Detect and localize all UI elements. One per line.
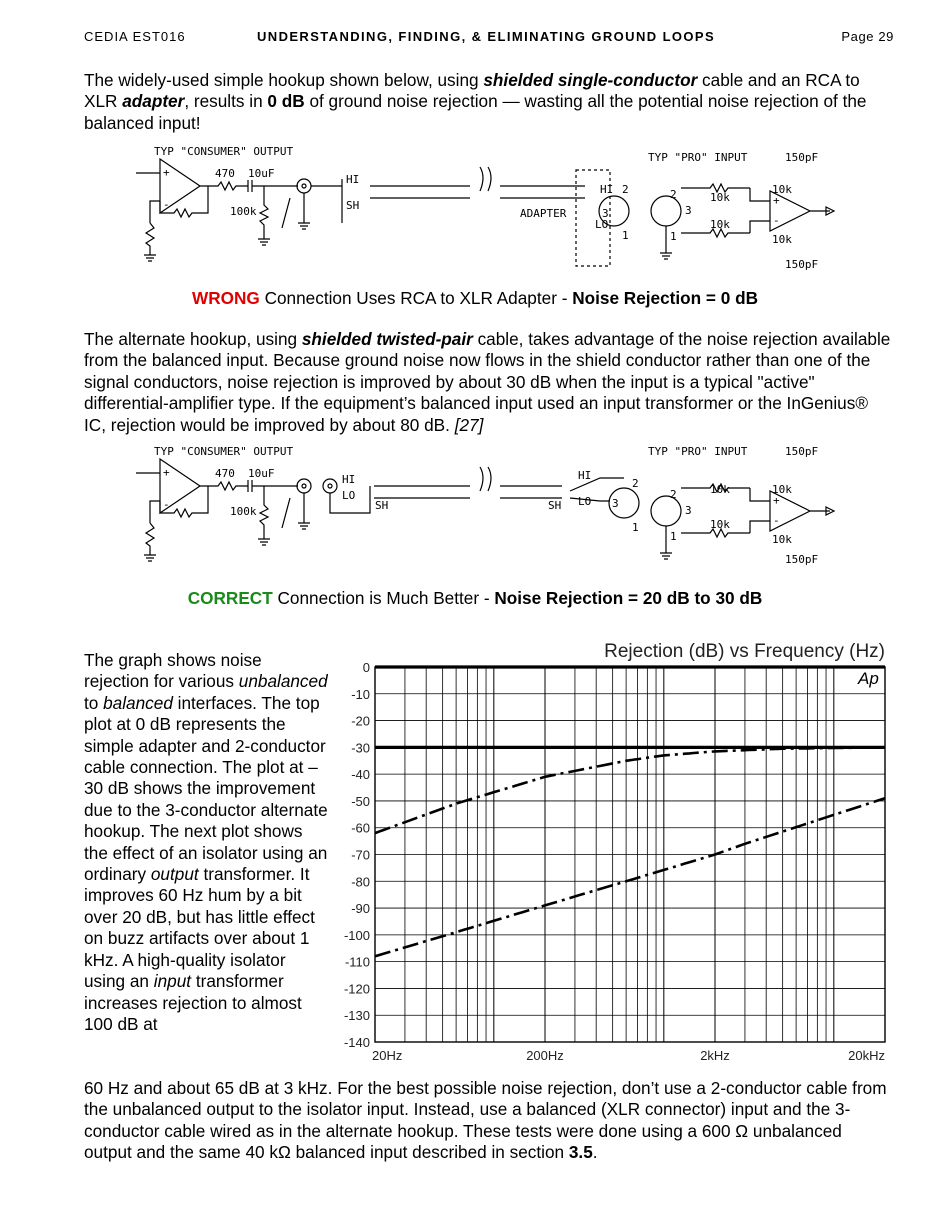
- y-tick-label: -120: [343, 981, 370, 997]
- series-line: [375, 747, 885, 833]
- paragraph-conclusion: 60 Hz and about 65 dB at 3 kHz. For the best possible noise rejection, don’t use a 2-conductor cable from the unbalanced output to the isolator input. Instead, use a balanced (XLR connector) input and the 3-conductor cable wired as in the alternate hookup. These tests were done using a 600 Ω unbalanced output and the same 40 kΩ balanced input described in section 3.5.: [84, 1078, 887, 1163]
- x-axis-ticks: [372, 1048, 885, 1063]
- chart-grid: [375, 667, 885, 1042]
- svg-text:2: 2: [632, 477, 639, 490]
- svg-text:150pF: 150pF: [785, 445, 819, 458]
- chart-logo: Ap: [858, 669, 879, 688]
- series-line: [375, 798, 885, 956]
- svg-text:+: +: [163, 466, 170, 479]
- svg-text:TYP "CONSUMER" OUTPUT: TYP "CONSUMER" OUTPUT: [154, 445, 294, 458]
- x-tick-label: 20kHz: [848, 1048, 885, 1063]
- svg-text:+: +: [773, 194, 780, 207]
- y-axis-ticks: [344, 660, 370, 1050]
- svg-text:SH: SH: [346, 199, 360, 212]
- svg-text:1: 1: [670, 230, 677, 243]
- svg-text:100k: 100k: [230, 505, 257, 518]
- svg-text:3: 3: [602, 207, 609, 220]
- x-tick-label: 20Hz: [372, 1048, 403, 1063]
- svg-text:10k: 10k: [710, 191, 730, 204]
- doc-id: CEDIA EST016: [84, 29, 186, 44]
- y-tick-label: -10: [351, 686, 370, 702]
- y-tick-label: -70: [351, 847, 370, 863]
- y-tick-label: -90: [351, 901, 370, 917]
- svg-text:HI: HI: [346, 173, 360, 186]
- svg-text:SH: SH: [548, 499, 562, 512]
- svg-text:3: 3: [685, 504, 692, 517]
- svg-text:3: 3: [685, 204, 692, 217]
- svg-text:2: 2: [670, 488, 677, 501]
- doc-title: UNDERSTANDING, FINDING, & ELIMINATING GROUND LOOPS: [257, 29, 716, 44]
- svg-text:-: -: [163, 198, 170, 211]
- svg-text:150pF: 150pF: [785, 258, 819, 271]
- y-tick-label: -60: [351, 820, 370, 836]
- svg-text:150pF: 150pF: [785, 553, 819, 566]
- caption-correct: CORRECT Connection is Much Better - Noise Rejection = 20 dB to 30 dB: [187, 588, 763, 608]
- svg-text:ADAPTER: ADAPTER: [520, 207, 567, 220]
- svg-text:LO: LO: [595, 218, 609, 231]
- caption-wrong: WRONG Connection Uses RCA to XLR Adapter - Noise Rejection = 0 dB: [192, 288, 758, 308]
- y-tick-label: -20: [351, 713, 370, 729]
- svg-text:3: 3: [612, 497, 619, 510]
- y-tick-label: -110: [344, 954, 370, 970]
- svg-text:10k: 10k: [772, 233, 792, 246]
- svg-text:470: 470: [215, 167, 235, 180]
- page-header: [84, 29, 894, 47]
- consumer-label: TYP "CONSUMER" OUTPUT: [154, 145, 294, 158]
- pro-label: TYP "PRO" INPUT: [648, 151, 748, 164]
- page-number: Page 29: [841, 29, 894, 44]
- svg-text:100k: 100k: [230, 205, 257, 218]
- y-tick-label: -130: [343, 1008, 370, 1024]
- y-tick-label: 0: [362, 660, 370, 675]
- y-tick-label: -50: [351, 793, 370, 809]
- svg-text:SH: SH: [375, 499, 389, 512]
- svg-text:10k: 10k: [772, 533, 792, 546]
- schematic-wrong: [130, 143, 840, 273]
- y-tick-label: -100: [343, 927, 370, 943]
- svg-text:+: +: [163, 166, 170, 179]
- svg-text:+: +: [773, 494, 780, 507]
- svg-text:2: 2: [670, 188, 677, 201]
- y-tick-label: -30: [351, 740, 370, 756]
- svg-text:10k: 10k: [772, 183, 792, 196]
- svg-text:1: 1: [632, 521, 639, 534]
- svg-text:150pF: 150pF: [785, 151, 819, 164]
- rejection-chart: [330, 630, 890, 1070]
- paragraph-adapter: The widely-used simple hookup shown below, using shielded single-conductor cable and an RCA to XLR adapter, results in 0 dB of ground noise rejection — wasting all the potential noise rejection of the balanced input!: [84, 70, 867, 133]
- svg-text:-: -: [163, 498, 170, 511]
- graph-description: The graph shows noise rejection for various unbalanced to balanced interfaces. The top plot at 0 dB represents the simple adapter and 2-conductor cable connection. The plot at –30 dB shows the improvement due to the 3-conductor alternate hookup. The next plot shows the effect of an isolator using an ordinary output transformer. It improves 60 Hz hum by a bit over 20 dB, but has little effect on buzz artifacts over about 1 kHz. A high-quality isolator using an input transformer increases rejection to almost 100 dB at: [84, 650, 328, 1034]
- schematic-correct: [130, 443, 840, 573]
- paragraph-alternate: The alternate hookup, using shielded twisted-pair cable, takes advantage of the noise rejection available from the balanced input. Because ground noise now flows in the shield conductor rather than one of the signal conductors, noise rejection is improved by about 30 dB when the input is a typical "active" differential-amplifier type. If the equipment’s balanced input used an input transformer or the InGenius® IC, rejection would be improved by about 80 dB. [27]: [84, 329, 891, 435]
- x-tick-label: 200Hz: [526, 1048, 564, 1063]
- svg-text:470: 470: [215, 467, 235, 480]
- svg-text:-: -: [773, 514, 780, 527]
- svg-text:LO: LO: [578, 495, 592, 508]
- svg-text:10k: 10k: [710, 218, 730, 231]
- svg-text:1: 1: [670, 530, 677, 543]
- svg-text:2: 2: [622, 183, 629, 196]
- svg-text:10k: 10k: [710, 518, 730, 531]
- chart-title: Rejection (dB) vs Frequency (Hz): [604, 641, 885, 662]
- y-tick-label: -80: [351, 874, 370, 890]
- svg-text:HI: HI: [342, 473, 356, 486]
- svg-text:HI: HI: [578, 469, 592, 482]
- svg-text:TYP "PRO" INPUT: TYP "PRO" INPUT: [648, 445, 748, 458]
- y-tick-label: -140: [343, 1035, 370, 1050]
- svg-text:10uF: 10uF: [248, 167, 275, 180]
- svg-text:1: 1: [622, 229, 629, 242]
- svg-text:10k: 10k: [710, 483, 730, 496]
- chart-series: [375, 667, 885, 956]
- svg-text:HI: HI: [600, 183, 614, 196]
- svg-text:10k: 10k: [772, 483, 792, 496]
- svg-text:-: -: [773, 214, 780, 227]
- x-tick-label: 2kHz: [700, 1048, 730, 1063]
- y-tick-label: -40: [351, 767, 370, 783]
- svg-text:10uF: 10uF: [248, 467, 275, 480]
- svg-text:LO: LO: [342, 489, 356, 502]
